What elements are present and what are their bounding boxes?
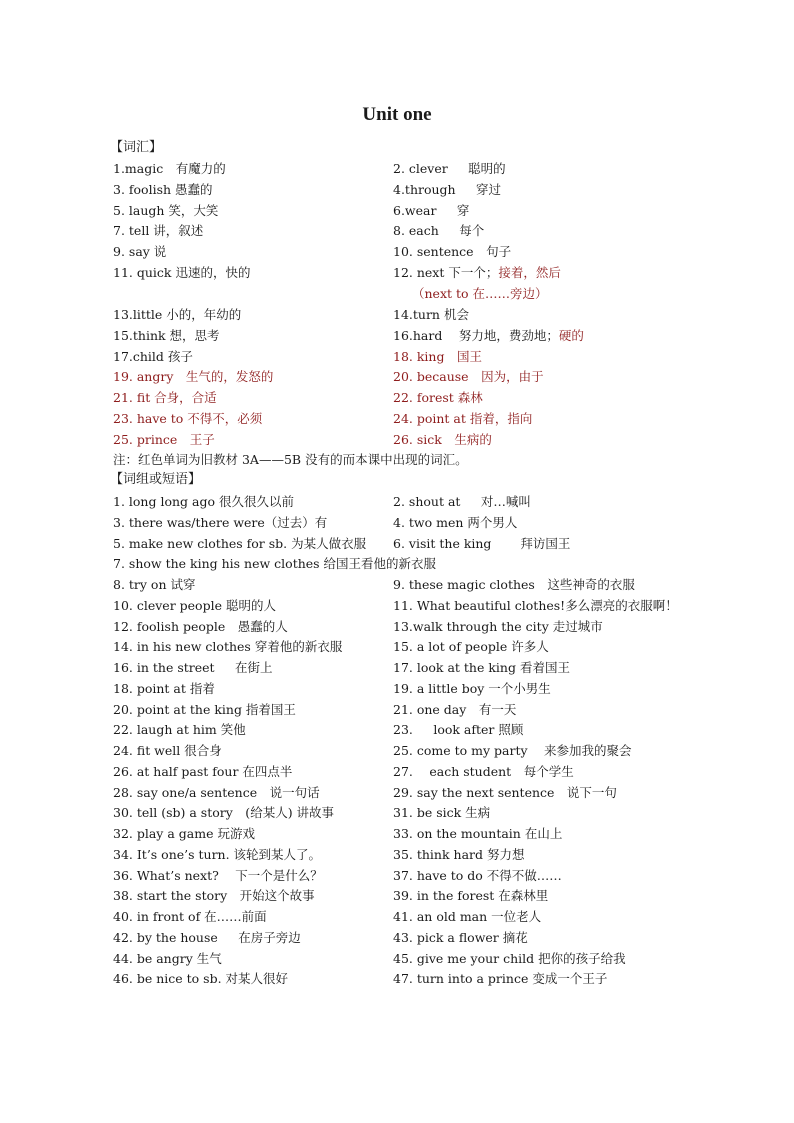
vocab-right-entry bbox=[393, 430, 492, 450]
phrase-row bbox=[0, 762, 794, 783]
phrases-heading: 【词组或短语】 bbox=[110, 472, 202, 487]
vocab-row bbox=[0, 263, 794, 284]
phrase-right-entry: 4. two men 两个男人 bbox=[393, 514, 518, 530]
phrase-row bbox=[0, 679, 794, 700]
vocab-right-entry bbox=[393, 305, 469, 325]
phrase-row bbox=[0, 534, 794, 555]
vocab-entry-text: 19. angry 生气的，发怒的 bbox=[113, 369, 274, 385]
vocab-row bbox=[0, 201, 794, 222]
vocab-left-entry bbox=[113, 388, 217, 408]
phrase-row bbox=[0, 637, 794, 658]
vocab-row bbox=[0, 305, 794, 326]
phrase-right-entry: 35. think hard 努力想 bbox=[393, 846, 525, 862]
vocab-entry-extra: 接着，然后 bbox=[498, 265, 561, 280]
phrase-row bbox=[0, 949, 794, 970]
vocab-entry-text: 5. laugh 笑，大笑 bbox=[113, 202, 219, 218]
page-title: Unit one bbox=[362, 104, 432, 125]
vocab-right-entry bbox=[393, 388, 483, 408]
phrase-left-entry: 28. say one/a sentence 说一句话 bbox=[113, 784, 320, 800]
phrase-right-entry: 21. one day 有一天 bbox=[393, 701, 517, 717]
vocab-right-entry bbox=[393, 347, 482, 367]
phrase-right-entry: 23. look after 照顾 bbox=[393, 722, 524, 738]
phrase-right-entry: 41. an old man 一位老人 bbox=[393, 909, 542, 924]
vocab-note: 注：红色单词为旧教材 3A——5B 没有的而本课中出现的词汇。 bbox=[113, 452, 468, 467]
phrase-right-entry: 31. be sick 生病 bbox=[393, 805, 491, 821]
phrase-right-entry: 37. have to do 不得不做…… bbox=[393, 867, 562, 883]
phrase-row bbox=[0, 886, 794, 907]
phrase-right-entry: 27. each student 每个学生 bbox=[393, 763, 574, 779]
phrase-row bbox=[0, 741, 794, 762]
phrase-left-entry: 8. try on 试穿 bbox=[113, 577, 196, 592]
phrase-left-entry: 10. clever people 聪明的人 bbox=[113, 597, 276, 613]
vocab-row bbox=[0, 367, 794, 388]
phrase-right-entry: 9. these magic clothes 这些神奇的衣服 bbox=[393, 577, 635, 592]
vocab-entry-text: 12. next 下一个； bbox=[393, 265, 499, 280]
vocab-entry-text: 11. quick 迅速的，快的 bbox=[113, 265, 251, 280]
phrase-row bbox=[0, 928, 794, 949]
vocab-entry-text: 2. clever 聪明的 bbox=[393, 161, 506, 176]
vocab-left-entry bbox=[113, 409, 262, 429]
phrase-right-entry: 29. say the next sentence 说下一句 bbox=[393, 784, 617, 800]
phrase-right-entry: 25. come to my party 来参加我的聚会 bbox=[393, 743, 632, 758]
phrase-left-entry: 46. be nice to sb. 对某人很好 bbox=[113, 971, 289, 987]
phrase-row bbox=[0, 554, 794, 575]
vocab-entry-text: 23. have to 不得不，必须 bbox=[113, 411, 263, 426]
phrase-left-entry: 16. in the street 在街上 bbox=[113, 660, 273, 675]
phrase-left-entry: 24. fit well 很合身 bbox=[113, 743, 222, 758]
vocab-right-entry bbox=[393, 263, 561, 283]
phrase-left-entry: 40. in front of 在……前面 bbox=[113, 909, 267, 924]
vocab-entry-text: 16.hard 努力地，费劲地； bbox=[393, 327, 559, 343]
phrase-left-entry: 3. there was/there were（过去）有 bbox=[113, 514, 328, 530]
phrase-left-entry: 32. play a game 玩游戏 bbox=[113, 826, 255, 841]
vocab-row bbox=[0, 347, 794, 368]
vocab-entry-text: 24. point at 指着，指向 bbox=[393, 411, 533, 426]
phrase-row bbox=[0, 492, 794, 513]
vocab-entry-text: 14.turn 机会 bbox=[393, 307, 469, 322]
vocab-right-entry bbox=[393, 409, 532, 429]
phrase-right-entry: 2. shout at 对…喊叫 bbox=[393, 494, 531, 509]
vocab-entry-text: 9. say 说 bbox=[113, 244, 167, 260]
vocab-right-entry bbox=[393, 201, 469, 221]
vocab-row bbox=[0, 409, 794, 430]
vocab-left-entry bbox=[113, 326, 220, 346]
phrase-left-entry: 44. be angry 生气 bbox=[113, 950, 222, 966]
vocab-entry-text: 21. fit 合身，合适 bbox=[113, 390, 217, 406]
phrase-left-entry: 34. It’s one’s turn. 该轮到某人了。 bbox=[113, 846, 322, 862]
phrase-left-entry: 1. long long ago 很久很久以前 bbox=[113, 494, 294, 509]
vocab-entry-text: 20. because 因为，由于 bbox=[393, 369, 544, 385]
phrase-right-entry: 39. in the forest 在森林里 bbox=[393, 888, 549, 904]
phrase-row bbox=[0, 596, 794, 617]
phrase-left-entry: 12. foolish people 愚蠢的人 bbox=[113, 618, 288, 634]
phrase-left-entry: 14. in his new clothes 穿着他的新衣服 bbox=[113, 639, 343, 655]
vocab-entry-text: 13.little 小的，年幼的 bbox=[113, 307, 242, 322]
vocab-row bbox=[0, 221, 794, 242]
phrase-left-entry: 26. at half past four 在四点半 bbox=[113, 763, 293, 779]
vocab-entry-text: 1.magic 有魔力的 bbox=[113, 161, 226, 176]
vocab-row bbox=[0, 326, 794, 347]
phrase-left-entry: 30. tell (sb) a story (给某人) 讲故事 bbox=[113, 805, 335, 821]
vocab-entry-text: 6.wear 穿 bbox=[393, 202, 470, 218]
phrase-row bbox=[0, 907, 794, 928]
vocab-left-entry bbox=[113, 201, 218, 221]
vocab-entry-text: 15.think 想，思考 bbox=[113, 327, 220, 343]
vocab-entry-text: 7. tell 讲，叙述 bbox=[113, 223, 204, 239]
phrase-right-entry: 45. give me your child 把你的孩子给我 bbox=[393, 950, 626, 966]
phrase-row bbox=[0, 720, 794, 741]
phrase-row bbox=[0, 803, 794, 824]
vocab-entry-text: 18. king 国王 bbox=[393, 348, 482, 364]
vocab-continuation: （next to 在……旁边） bbox=[412, 286, 548, 301]
vocab-row bbox=[0, 180, 794, 201]
vocab-left-entry bbox=[113, 263, 250, 283]
vocab-left-entry bbox=[113, 221, 203, 241]
vocab-left-entry bbox=[113, 242, 166, 262]
phrase-right-entry: 19. a little boy 一个小男生 bbox=[393, 680, 551, 696]
phrase-row bbox=[0, 845, 794, 866]
phrase-left-entry: 36. What’s next? 下一个是什么？ bbox=[113, 867, 323, 883]
phrase-row bbox=[0, 969, 794, 990]
phrase-row bbox=[0, 783, 794, 804]
phrase-left-entry: 5. make new clothes for sb. 为某人做衣服 bbox=[113, 535, 367, 551]
vocab-left-entry bbox=[113, 159, 226, 179]
vocab-right-entry bbox=[393, 180, 501, 200]
vocab-right-entry bbox=[393, 159, 506, 179]
phrase-right-entry: 11. What beautiful clothes!多么漂亮的衣服啊！ bbox=[393, 597, 678, 613]
vocab-right-entry bbox=[393, 326, 584, 346]
vocab-entry-text: 17.child 孩子 bbox=[113, 348, 193, 364]
vocab-heading: 【词汇】 bbox=[110, 140, 163, 155]
vocab-left-entry bbox=[113, 305, 241, 325]
phrase-left-entry: 20. point at the king 指着国王 bbox=[113, 701, 296, 717]
vocab-entry-text: 25. prince 王子 bbox=[113, 431, 215, 447]
vocab-entry-text: 22. forest 森林 bbox=[393, 390, 483, 406]
phrase-right-entry: 43. pick a flower 摘花 bbox=[393, 929, 528, 945]
phrase-row bbox=[0, 866, 794, 887]
phrase-left-entry: 38. start the story 开始这个故事 bbox=[113, 888, 315, 904]
phrase-row bbox=[0, 658, 794, 679]
vocab-entry-text: 10. sentence 句子 bbox=[393, 244, 512, 260]
vocab-row bbox=[0, 242, 794, 263]
phrase-right-entry: 15. a lot of people 许多人 bbox=[393, 639, 549, 655]
phrase-row bbox=[0, 513, 794, 534]
phrase-left-entry: 22. laugh at him 笑他 bbox=[113, 722, 246, 738]
vocab-row bbox=[0, 430, 794, 451]
phrase-left-entry: 42. by the house 在房子旁边 bbox=[113, 929, 301, 945]
vocab-row bbox=[0, 159, 794, 180]
vocab-left-entry bbox=[113, 347, 193, 367]
vocab-row bbox=[0, 388, 794, 409]
vocab-left-entry bbox=[113, 430, 215, 450]
phrase-row bbox=[0, 617, 794, 638]
phrase-right-entry: 47. turn into a prince 变成一个王子 bbox=[393, 971, 608, 987]
phrase-right-entry: 33. on the mountain 在山上 bbox=[393, 826, 563, 841]
vocab-left-entry bbox=[113, 367, 273, 387]
vocab-right-entry bbox=[393, 367, 544, 387]
vocab-right-entry bbox=[393, 221, 484, 241]
phrase-left-entry: 18. point at 指着 bbox=[113, 680, 215, 696]
phrase-right-entry: 6. visit the king 拜访国王 bbox=[393, 535, 571, 551]
phrase-row bbox=[0, 575, 794, 596]
phrase-row bbox=[0, 700, 794, 721]
vocab-entry-text: 26. sick 生病的 bbox=[393, 431, 492, 447]
vocab-entry-text: 4.through 穿过 bbox=[393, 181, 502, 197]
phrase-row bbox=[0, 824, 794, 845]
vocab-entry-extra: 硬的 bbox=[558, 327, 584, 343]
phrase-right-entry: 13.walk through the city 走过城市 bbox=[393, 618, 603, 634]
vocab-entry-text: 8. each 每个 bbox=[393, 223, 485, 239]
phrase-right-entry: 17. look at the king 看着国王 bbox=[393, 660, 570, 675]
vocab-right-entry bbox=[393, 242, 511, 262]
vocab-left-entry bbox=[113, 180, 213, 200]
phrase-left-entry: 7. show the king his new clothes 给国王看他的新衣服 bbox=[113, 556, 437, 572]
vocab-entry-text: 3. foolish 愚蠢的 bbox=[113, 181, 213, 197]
